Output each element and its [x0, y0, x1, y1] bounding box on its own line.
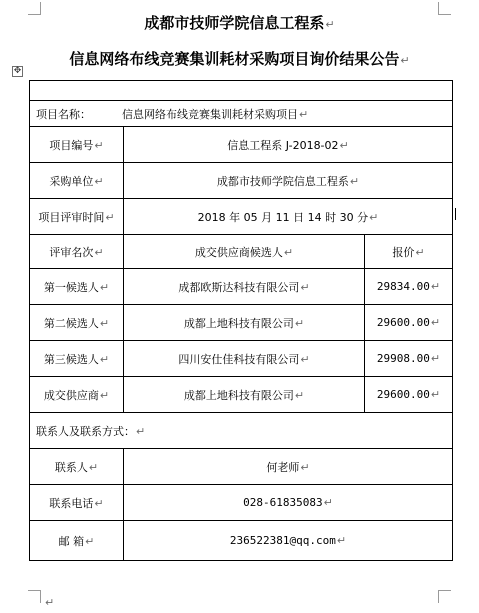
candidate-price-cell[interactable]: [365, 305, 453, 341]
candidate-rank: 第二候选人: [43, 316, 99, 330]
paragraph-mark-icon: ↵: [369, 210, 379, 224]
table-move-handle-icon[interactable]: ✥: [13, 66, 22, 76]
title-line-1-text: 成都市技师学院信息工程系: [144, 14, 325, 32]
table-row-review-time: [30, 199, 453, 235]
candidate-supplier-cell[interactable]: [124, 269, 365, 305]
table-cell-contact-phone-value[interactable]: [124, 485, 453, 521]
table-cell-mailbox-value[interactable]: [124, 521, 453, 561]
table-row-contact-heading: [30, 413, 453, 449]
table-cell-contact-person-label[interactable]: [30, 449, 124, 485]
table-cell-contact-heading[interactable]: [30, 413, 453, 449]
page-corner-mark-bottom-right: [438, 590, 451, 603]
candidate-price: 29834.00: [376, 280, 430, 293]
paragraph-mark-icon: ↵: [336, 534, 347, 547]
contact-phone-value: 028-61835083: [243, 496, 323, 509]
candidate-supplier-cell[interactable]: [124, 341, 365, 377]
table-cell-project-number-label[interactable]: [30, 127, 124, 163]
table-row-purchaser: [30, 163, 453, 199]
paragraph-mark-icon: ↵: [99, 316, 110, 330]
procurement-result-table[interactable]: [29, 80, 453, 561]
contact-person-value: 何老师: [266, 460, 300, 474]
candidate-supplier: 成都上地科技有限公司: [183, 388, 294, 402]
project-name-label: 项目名称：: [36, 107, 91, 121]
paragraph-mark-icon: ↵: [136, 424, 146, 438]
candidate-price-cell[interactable]: [365, 269, 453, 305]
candidate-supplier: 四川安仕佳科技有限公司: [178, 352, 300, 366]
candidate-price-cell[interactable]: [365, 377, 453, 413]
table-cell-project-name[interactable]: [30, 101, 453, 127]
text-cursor: [455, 208, 456, 220]
paragraph-mark-icon: ↵: [99, 352, 110, 366]
table-row-winning-supplier: [30, 377, 453, 413]
table-row-candidate-1: [30, 269, 453, 305]
candidate-rank: 第三候选人: [43, 352, 99, 366]
paragraph-mark-icon: ↵: [299, 107, 309, 121]
paragraph-mark-icon: ↵: [300, 460, 310, 474]
paragraph-mark-icon: ↵: [339, 138, 349, 152]
header-cell-rank[interactable]: [30, 235, 124, 269]
table-row-contact-person: [30, 449, 453, 485]
candidate-price: 29600.00: [376, 316, 430, 329]
paragraph-mark-icon[interactable]: ↵: [45, 596, 55, 609]
candidate-supplier: 成都欧斯达科技有限公司: [178, 280, 300, 294]
candidate-rank-cell[interactable]: [30, 341, 124, 377]
table-cell-contact-person-value[interactable]: [124, 449, 453, 485]
paragraph-mark-icon: ↵: [430, 388, 441, 401]
candidate-supplier: 成都上地科技有限公司: [183, 316, 294, 330]
paragraph-mark-icon: ↵: [85, 534, 95, 548]
paragraph-mark-icon: ↵: [94, 174, 104, 188]
table-cell-review-time-value[interactable]: [124, 199, 453, 235]
project-name-value: 信息网络布线竞赛集训耗材采购项目: [122, 107, 298, 121]
document-title-line-1[interactable]: [0, 12, 479, 33]
contact-phone-label: 联系电话: [49, 496, 94, 510]
candidate-supplier-cell[interactable]: [124, 377, 365, 413]
header-cell-price[interactable]: [365, 235, 453, 269]
candidate-rank-cell[interactable]: [30, 305, 124, 341]
table-header-row: [30, 235, 453, 269]
table-cell-blank[interactable]: [30, 81, 453, 101]
paragraph-mark-icon: ↵: [323, 496, 333, 509]
table-row-project-number: [30, 127, 453, 163]
table-row-project-name: [30, 101, 453, 127]
header-cell-supplier[interactable]: [124, 235, 365, 269]
paragraph-mark-icon: ↵: [99, 280, 110, 294]
document-title-line-2[interactable]: [0, 48, 479, 69]
table-row-candidate-3: [30, 341, 453, 377]
paragraph-mark-icon: ↵: [400, 54, 410, 67]
table-row-candidate-2: [30, 305, 453, 341]
paragraph-mark-icon: ↵: [283, 245, 294, 259]
review-time-label: 项目评审时间: [38, 210, 105, 224]
paragraph-mark-icon: ↵: [349, 174, 360, 188]
table-cell-contact-phone-label[interactable]: [30, 485, 124, 521]
purchaser-label: 采购单位: [49, 174, 94, 188]
paragraph-mark-icon: ↵: [99, 388, 110, 402]
title-line-2-text: 信息网络布线竞赛集训耗材采购项目询价结果公告: [69, 50, 400, 68]
table-cell-purchaser-label[interactable]: [30, 163, 124, 199]
project-number-label: 项目编号: [49, 138, 94, 152]
paragraph-mark-icon: ↵: [294, 388, 305, 402]
paragraph-mark-icon: ↵: [294, 316, 305, 330]
paragraph-mark-icon: ↵: [94, 138, 104, 152]
table-cell-project-number-value[interactable]: [124, 127, 453, 163]
paragraph-mark-icon: ↵: [300, 352, 310, 366]
paragraph-mark-icon: ↵: [430, 280, 441, 293]
paragraph-mark-icon: ↵: [105, 210, 115, 224]
page-corner-mark-bottom-left: [28, 590, 41, 603]
candidate-price: 29908.00: [376, 352, 430, 365]
header-price-label: 报价: [392, 245, 415, 259]
paragraph-mark-icon: ↵: [94, 245, 104, 259]
project-number-value: 信息工程系 J-2018-02: [227, 138, 339, 152]
table-cell-mailbox-label[interactable]: [30, 521, 124, 561]
mailbox-value: 236522381@qq.com: [229, 534, 336, 547]
table-row-mailbox: [30, 521, 453, 561]
table-cell-purchaser-value[interactable]: [124, 163, 453, 199]
candidate-rank-cell[interactable]: [30, 377, 124, 413]
candidate-rank: 第一候选人: [43, 280, 99, 294]
purchaser-value: 成都市技师学院信息工程系: [216, 174, 349, 188]
table-row-contact-phone: [30, 485, 453, 521]
candidate-price-cell[interactable]: [365, 341, 453, 377]
paragraph-mark-icon: ↵: [430, 352, 441, 365]
candidate-rank-cell[interactable]: [30, 269, 124, 305]
paragraph-mark-icon: ↵: [415, 245, 425, 259]
paragraph-mark-icon: ↵: [300, 280, 310, 294]
table-cell-review-time-label[interactable]: [30, 199, 124, 235]
paragraph-mark-icon: ↵: [88, 460, 99, 474]
candidate-rank: 成交供应商: [43, 388, 99, 402]
paragraph-mark-icon: ↵: [430, 316, 441, 329]
contact-person-label: 联系人: [54, 460, 88, 474]
table-row-blank: [30, 81, 453, 101]
candidate-supplier-cell[interactable]: [124, 305, 365, 341]
paragraph-mark-icon: ↵: [325, 18, 335, 31]
contact-heading: 联系人及联系方式：: [36, 424, 135, 438]
review-time-value: 2018 年 05 月 11 日 14 时 30 分: [197, 210, 369, 224]
header-supplier-label: 成交供应商候选人: [194, 245, 283, 259]
header-rank-label: 评审名次: [49, 245, 94, 259]
paragraph-mark-icon: ↵: [94, 496, 104, 510]
candidate-price: 29600.00: [376, 388, 430, 401]
mailbox-label: 邮 箱: [58, 534, 85, 548]
